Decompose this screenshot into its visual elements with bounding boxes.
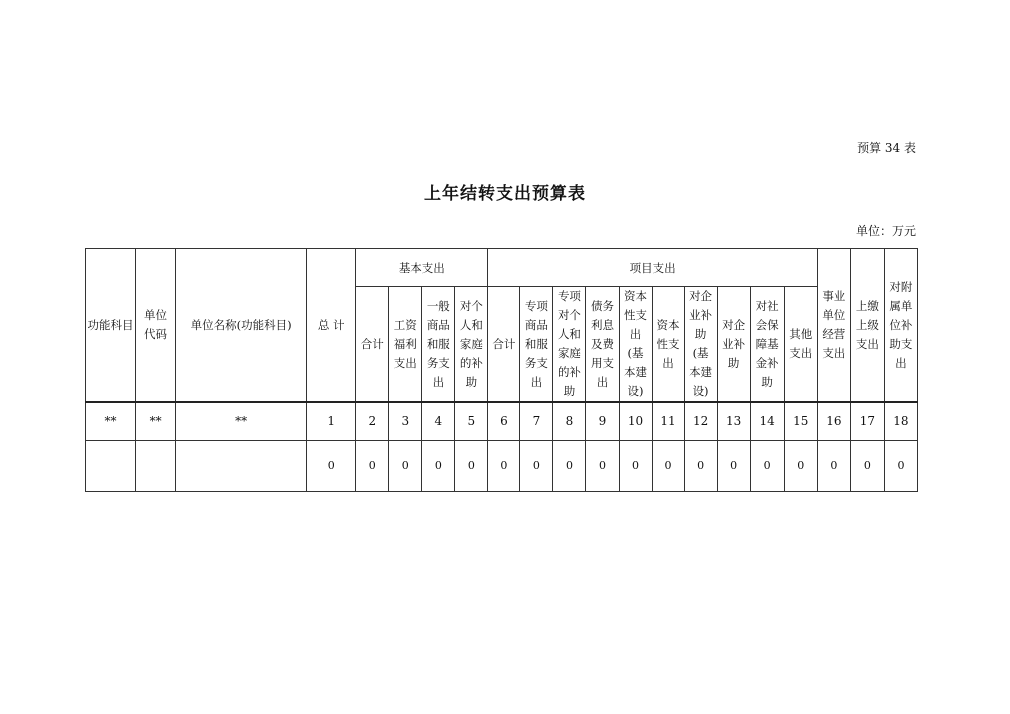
header-func-subject: 功能科目 — [86, 249, 136, 403]
index-number: 3 — [389, 402, 422, 440]
index-number: 6 — [488, 402, 520, 440]
data-value: 0 — [784, 440, 817, 491]
header-project-col-8: 对企业补助 — [717, 287, 750, 403]
header-total: 总 计 — [307, 249, 356, 403]
index-row — [86, 402, 918, 440]
header-other-3: 对附属单位补助支出 — [884, 249, 917, 403]
index-number: 15 — [784, 402, 817, 440]
header-project-col-4: 债务利息及费用支出 — [586, 287, 619, 403]
form-number: 预算 34 表 — [857, 141, 916, 155]
index-number: 7 — [520, 402, 553, 440]
header-other-2: 上缴上级支出 — [850, 249, 884, 403]
data-value: 0 — [619, 440, 652, 491]
index-number: 1 — [307, 402, 356, 440]
unit-label: 单位：万元 — [855, 224, 916, 238]
data-unit-code — [136, 440, 176, 491]
header-basic-col-4: 对个人和家庭的补助 — [455, 287, 488, 403]
index-number: 18 — [884, 402, 917, 440]
header-project-col-3: 专项对个人和家庭的补助 — [553, 287, 586, 403]
data-value: 0 — [389, 440, 422, 491]
index-number: 14 — [750, 402, 784, 440]
header-basic-col-1: 合计 — [356, 287, 389, 403]
data-value: 0 — [750, 440, 784, 491]
data-value: 0 — [850, 440, 884, 491]
index-number: 9 — [586, 402, 619, 440]
data-value: 0 — [817, 440, 850, 491]
data-value: 0 — [307, 440, 356, 491]
header-row-1 — [86, 249, 918, 287]
index-number: 17 — [850, 402, 884, 440]
index-unit-name: ** — [176, 402, 307, 440]
header-project-col-9: 对社会保障基金补助 — [750, 287, 784, 403]
data-unit-name — [176, 440, 307, 491]
data-func-subject — [86, 440, 136, 491]
index-number: 4 — [422, 402, 455, 440]
index-unit-code: ** — [136, 402, 176, 440]
index-number: 10 — [619, 402, 652, 440]
data-value: 0 — [553, 440, 586, 491]
data-row — [86, 440, 918, 491]
index-func-subject: ** — [86, 402, 136, 440]
header-project-col-1: 合计 — [488, 287, 520, 403]
data-value: 0 — [356, 440, 389, 491]
header-basic-col-2: 工资福利支出 — [389, 287, 422, 403]
data-value: 0 — [684, 440, 717, 491]
data-value: 0 — [455, 440, 488, 491]
data-value: 0 — [488, 440, 520, 491]
index-number: 13 — [717, 402, 750, 440]
header-project-col-5: 资本性支出(基本建设) — [619, 287, 652, 403]
header-basic-col-3: 一般商品和服务支出 — [422, 287, 455, 403]
header-project-col-10: 其他支出 — [784, 287, 817, 403]
data-value: 0 — [520, 440, 553, 491]
index-number: 11 — [652, 402, 684, 440]
index-number: 12 — [684, 402, 717, 440]
index-number: 8 — [553, 402, 586, 440]
data-value: 0 — [884, 440, 917, 491]
header-project-group: 项目支出 — [488, 249, 817, 287]
index-number: 5 — [455, 402, 488, 440]
header-basic-group: 基本支出 — [356, 249, 488, 287]
page-title: 上年结转支出预算表 — [424, 184, 586, 204]
header-project-col-6: 资本性支出 — [652, 287, 684, 403]
data-value: 0 — [586, 440, 619, 491]
header-project-col-7: 对企业补助(基本建设) — [684, 287, 717, 403]
index-number: 2 — [356, 402, 389, 440]
header-project-col-2: 专项商品和服务支出 — [520, 287, 553, 403]
header-unit-code: 单位代码 — [136, 249, 176, 403]
header-unit-name: 单位名称(功能科目) — [176, 249, 307, 403]
data-value: 0 — [422, 440, 455, 491]
budget-table — [85, 248, 918, 492]
data-value: 0 — [652, 440, 684, 491]
index-number: 16 — [817, 402, 850, 440]
header-other-1: 事业单位经营支出 — [817, 249, 850, 403]
data-value: 0 — [717, 440, 750, 491]
